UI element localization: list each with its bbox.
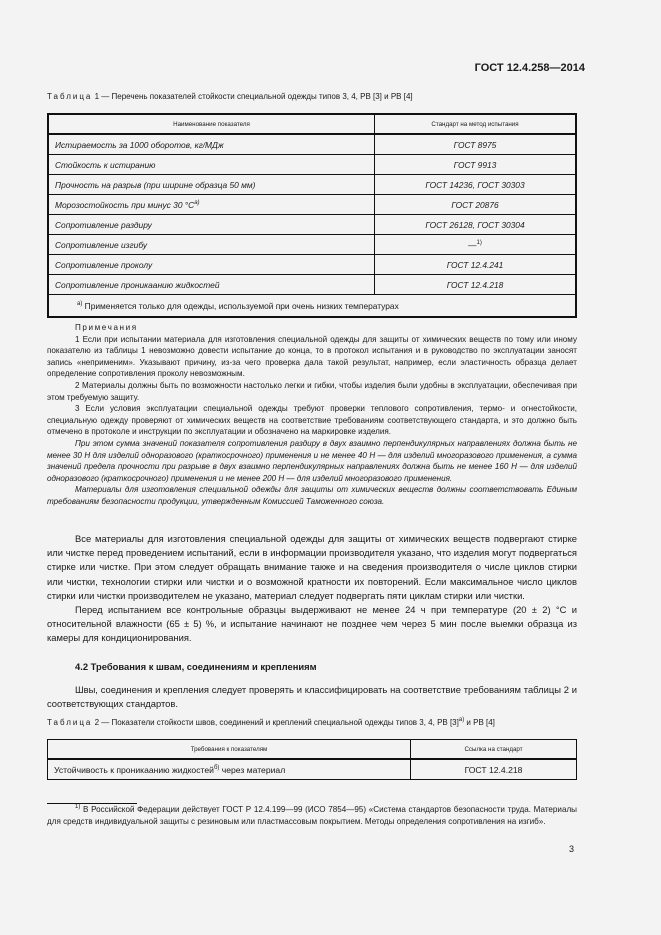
table-row	[48, 255, 576, 275]
table-row	[48, 195, 576, 215]
row-name: Стойкость к истиранию	[48, 155, 375, 175]
table-row	[48, 175, 576, 195]
table-row	[48, 759, 577, 780]
row-standard: ГОСТ 26128, ГОСТ 30304	[375, 215, 577, 235]
row-name: Сопротивление раздиру	[48, 215, 375, 235]
table-row	[48, 155, 576, 175]
paragraph-washing: Все материалы для изготовления специальной одежды для защиты от химических веществ подвергают стирке или чистке перед проведением испытаний, если в информации производителя указано, что изделия могут подвергаться стирке или чистке. При этом следует обращать внимание также и на сведения производителя о числе циклов стирки или чистки, технологии стирки или чистки и о возможной кратности их повторений. Если максимальное число циклов стирки или чистки производителем не указано, материал следует подвергать пяти циклам стирки или чистки.	[47, 533, 577, 601]
table1-caption-text: 1 — Перечень показателей стойкости специальной одежды типов 3, 4, PB [3] и PB [4]	[94, 92, 413, 101]
table-row	[48, 235, 576, 255]
row-name: Сопротивление проколу	[48, 255, 375, 275]
page-number: 3	[569, 844, 575, 854]
table1	[47, 113, 577, 318]
notes-title: Примечания	[75, 323, 138, 332]
table-row	[48, 215, 576, 235]
table1-col-standard: Стандарт на метод испытания	[375, 114, 577, 134]
paragraph-conditioning: Перед испытанием все контрольные образцы выдерживают не менее 24 ч при температуре (20 ± 2) °С и относительной влажности (65 ± 5) %, и испытание начинают не позднее чем через 5 мин после выемки образца из камеры для кондиционирования.	[47, 604, 577, 644]
section-text: Швы, соединения и крепления следует проверять и классифицировать на соответствие требованиям таблицы 2 и соответствующих стандартов.	[47, 684, 577, 710]
note-3: 3 Если условия эксплуатации специальной одежды требуют проверки теплового сопротивления, термо- и огнестойкости, специальную одежду проверяют от химических веществ на соответствие требованиям соответствующего стандарта, и это должно быть отмечено в протоколе и инструкции по эксплуатации и обозначено на маркировке изделия.	[47, 404, 577, 437]
row-name: Морозостойкость при минус 30 $^\circ С^{а)}$	[48, 195, 375, 215]
page-footnote: $^{1)}$ В Российской Федерации действует ГОСТ Р 12.4.199—99 (ИСО 7854—95) «Система стандартов безопасности труда. Материалы для средств индивидуальной защиты с резиновым или пластмассовым покрытием. Методы определения сопротивления на изгиб».	[47, 804, 577, 827]
footnote-ref: а)	[194, 199, 200, 206]
note-2: 2 Материалы должны быть по возможности настолько легки и гибки, чтобы изделия были удобны в эксплуатации, обеспечивая при этом требуемую защиту.	[47, 380, 577, 402]
table1-caption	[47, 92, 413, 101]
table2-caption: Таблица 2 — Показатели стойкости швов, соединений и креплений специальной одежды типов 3, 4, PB $[3]^{а)}$ и PB [4]	[47, 717, 495, 727]
row-standard: ГОСТ 12.4.218	[375, 275, 577, 295]
row-standard: ГОСТ 20876	[375, 195, 577, 215]
row-name: Сопротивление изгибу	[48, 235, 375, 255]
row-standard: ГОСТ 8975	[375, 134, 577, 155]
table1-footnote: $^{а)}$ Применяется только для одежды, используемой при очень низких температурах	[48, 295, 576, 318]
table1-col-name: Наименование показателя	[48, 114, 375, 134]
row-standard: ГОСТ 12.4.241	[375, 255, 577, 275]
row-name: Истираемость за 1000 оборотов, кг/МДж	[48, 134, 375, 155]
section-heading: 4.2 Требования к швам, соединениям и креплениям	[75, 661, 317, 672]
row-standard: —$^{1)}$	[375, 235, 577, 255]
row-standard: ГОСТ 14236, ГОСТ 30303	[375, 175, 577, 195]
note-italic-2: Материалы для изготовления специальной одежды для защиты от химических веществ должны соответствовать Единым требованиям безопасности продукции, утвержденным Комиссией Таможенного союза.	[47, 485, 577, 506]
row-standard: ГОСТ 12.4.218	[411, 759, 577, 780]
table1-caption-label: Таблица	[47, 92, 93, 101]
row-name: Сопротивление проникаанию жидкостей	[48, 275, 375, 295]
table1-header-row	[48, 114, 576, 134]
row-name: Прочность на разрыв (при ширине образца 50 мм)	[48, 175, 375, 195]
note-1: 1 Если при испытании материала для изготовления специальной одежды для защиты от химических веществ по тому или иному показателю из таблицы 1 невозможно довести испытание до конца, то в протокол испытания и в руководство по эксплуатации заносят запись «неприменим». Указывают причину, из-за чего проверка дала такой результат, например, если эластичность образца делает определение сопротивления проколу невозможным.	[47, 334, 577, 379]
table2-col-reference: Ссылка на стандарт	[411, 740, 577, 760]
table1-footnote-row	[48, 295, 576, 318]
table-row	[48, 134, 576, 155]
body-text	[47, 532, 577, 646]
table2-col-requirements: Требования к показателям	[48, 740, 411, 760]
table2	[47, 739, 577, 780]
note-italic-1: При этом сумма значений показателя сопротивления раздиру в двух взаимно перпендикулярных направлениях должна быть не менее 30 Н для изделий одноразового (краткосрочного) применения и не менее 40 Н — для изделий многоразового применения, а сумма значений предела прочности при разрыве в двух взаимно перпендикулярных направлениях должна быть не менее 160 Н — для изделий одноразового (краткосрочного) применения и не менее 200 Н — для изделий многоразового применения.	[47, 438, 577, 483]
table2-caption-label: Таблица	[47, 718, 93, 727]
row-standard: ГОСТ 9913	[375, 155, 577, 175]
row-requirement: Устойчивость к проникаанию жидкостей$^{б)}$ через материал	[48, 759, 411, 780]
document-code: ГОСТ 12.4.258—2014	[474, 62, 585, 74]
table-row	[48, 275, 576, 295]
footnote-ref: 1)	[476, 239, 482, 246]
table2-header-row	[48, 740, 577, 760]
notes-block	[47, 322, 577, 508]
